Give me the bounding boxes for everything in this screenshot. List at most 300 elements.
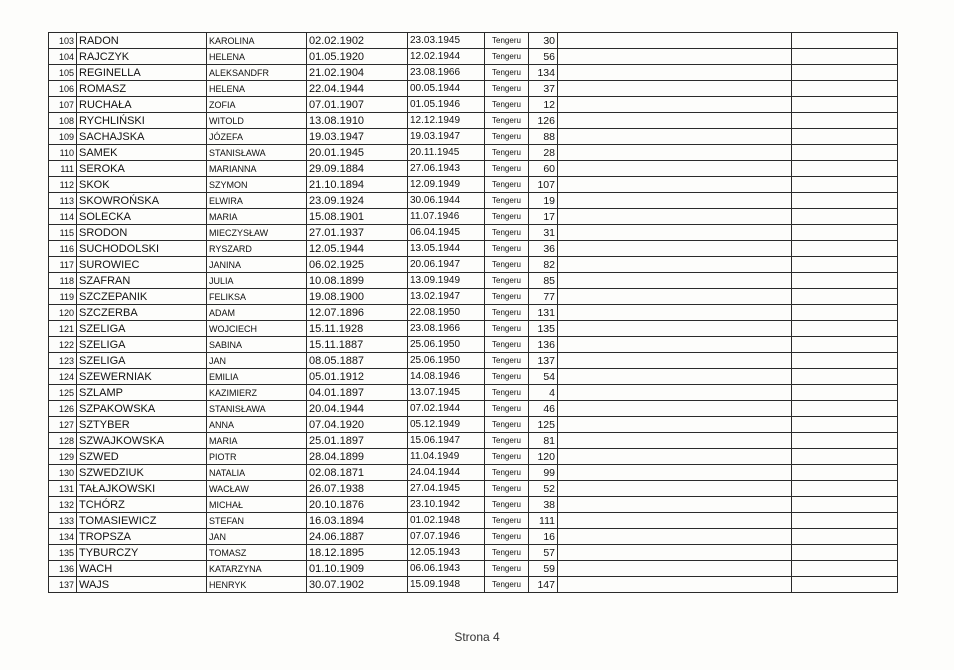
death-date-cell: 19.03.1947 (408, 129, 485, 145)
surname-cell: SZCZERBA (77, 305, 207, 321)
first-name-cell: MICHAŁ (207, 497, 307, 513)
table-row (49, 33, 898, 49)
table-row (49, 49, 898, 65)
table-row (49, 145, 898, 161)
place-cell: Tengeru (485, 577, 529, 593)
empty-cell (792, 33, 898, 49)
empty-cell (792, 289, 898, 305)
place-cell: Tengeru (485, 113, 529, 129)
place-cell: Tengeru (485, 401, 529, 417)
plot-number-cell: 56 (529, 49, 558, 65)
empty-cell (558, 289, 792, 305)
empty-cell (558, 97, 792, 113)
place-cell: Tengeru (485, 369, 529, 385)
birth-date-cell: 26.07.1938 (307, 481, 408, 497)
birth-date-cell: 28.04.1899 (307, 449, 408, 465)
row-number: 129 (49, 449, 77, 465)
table-row (49, 65, 898, 81)
birth-date-cell: 18.12.1895 (307, 545, 408, 561)
surname-cell: SZWEDZIUK (77, 465, 207, 481)
table-row (49, 129, 898, 145)
row-number: 121 (49, 321, 77, 337)
death-date-cell: 24.04.1944 (408, 465, 485, 481)
birth-date-cell: 19.03.1947 (307, 129, 408, 145)
place-cell: Tengeru (485, 161, 529, 177)
birth-date-cell: 21.10.1894 (307, 177, 408, 193)
row-number: 137 (49, 577, 77, 593)
surname-cell: ROMASZ (77, 81, 207, 97)
table-row (49, 529, 898, 545)
birth-date-cell: 12.07.1896 (307, 305, 408, 321)
empty-cell (558, 433, 792, 449)
place-cell: Tengeru (485, 561, 529, 577)
first-name-cell: SZYMON (207, 177, 307, 193)
place-cell: Tengeru (485, 449, 529, 465)
birth-date-cell: 06.02.1925 (307, 257, 408, 273)
surname-cell: SEROKA (77, 161, 207, 177)
place-cell: Tengeru (485, 193, 529, 209)
empty-cell (558, 465, 792, 481)
row-number: 120 (49, 305, 77, 321)
surname-cell: SUCHODOLSKI (77, 241, 207, 257)
first-name-cell: ELWIRA (207, 193, 307, 209)
row-number: 109 (49, 129, 77, 145)
death-date-cell: 25.06.1950 (408, 353, 485, 369)
plot-number-cell: 19 (529, 193, 558, 209)
birth-date-cell: 05.01.1912 (307, 369, 408, 385)
plot-number-cell: 54 (529, 369, 558, 385)
place-cell: Tengeru (485, 65, 529, 81)
first-name-cell: KAROLINA (207, 33, 307, 49)
birth-date-cell: 27.01.1937 (307, 225, 408, 241)
table-row (49, 257, 898, 273)
table-row (49, 273, 898, 289)
death-date-cell: 01.02.1948 (408, 513, 485, 529)
empty-cell (792, 161, 898, 177)
row-number: 123 (49, 353, 77, 369)
empty-cell (558, 417, 792, 433)
first-name-cell: EMILIA (207, 369, 307, 385)
birth-date-cell: 23.09.1924 (307, 193, 408, 209)
table-row (49, 353, 898, 369)
death-date-cell: 01.05.1946 (408, 97, 485, 113)
empty-cell (792, 65, 898, 81)
place-cell: Tengeru (485, 241, 529, 257)
first-name-cell: WOJCIECH (207, 321, 307, 337)
row-number: 136 (49, 561, 77, 577)
empty-cell (558, 401, 792, 417)
first-name-cell: FELIKSA (207, 289, 307, 305)
surname-cell: SZELIGA (77, 353, 207, 369)
first-name-cell: ZOFIA (207, 97, 307, 113)
first-name-cell: STANISŁAWA (207, 401, 307, 417)
death-date-cell: 23.10.1942 (408, 497, 485, 513)
surname-cell: TCHÓRZ (77, 497, 207, 513)
empty-cell (558, 385, 792, 401)
death-date-cell: 07.02.1944 (408, 401, 485, 417)
plot-number-cell: 16 (529, 529, 558, 545)
empty-cell (792, 545, 898, 561)
place-cell: Tengeru (485, 353, 529, 369)
table-row (49, 289, 898, 305)
table-row (49, 113, 898, 129)
birth-date-cell: 20.04.1944 (307, 401, 408, 417)
empty-cell (792, 305, 898, 321)
death-date-cell: 23.08.1966 (408, 321, 485, 337)
surname-cell: TOMASIEWICZ (77, 513, 207, 529)
empty-cell (558, 129, 792, 145)
surname-cell: RUCHAŁA (77, 97, 207, 113)
surname-cell: REGINELLA (77, 65, 207, 81)
death-date-cell: 15.09.1948 (408, 577, 485, 593)
plot-number-cell: 31 (529, 225, 558, 241)
plot-number-cell: 28 (529, 145, 558, 161)
empty-cell (792, 273, 898, 289)
empty-cell (792, 561, 898, 577)
plot-number-cell: 60 (529, 161, 558, 177)
place-cell: Tengeru (485, 497, 529, 513)
death-date-cell: 06.04.1945 (408, 225, 485, 241)
empty-cell (558, 369, 792, 385)
table-row (49, 385, 898, 401)
death-date-cell: 06.06.1943 (408, 561, 485, 577)
surname-cell: SKOWROŃSKA (77, 193, 207, 209)
surname-cell: SUROWIEC (77, 257, 207, 273)
surname-cell: RADON (77, 33, 207, 49)
plot-number-cell: 52 (529, 481, 558, 497)
plot-number-cell: 136 (529, 337, 558, 353)
death-date-cell: 00.05.1944 (408, 81, 485, 97)
death-date-cell: 13.07.1945 (408, 385, 485, 401)
place-cell: Tengeru (485, 433, 529, 449)
row-number: 135 (49, 545, 77, 561)
table-row (49, 225, 898, 241)
birth-date-cell: 01.05.1920 (307, 49, 408, 65)
death-date-cell: 20.11.1945 (408, 145, 485, 161)
row-number: 119 (49, 289, 77, 305)
place-cell: Tengeru (485, 81, 529, 97)
row-number: 114 (49, 209, 77, 225)
row-number: 103 (49, 33, 77, 49)
plot-number-cell: 82 (529, 257, 558, 273)
place-cell: Tengeru (485, 49, 529, 65)
first-name-cell: RYSZARD (207, 241, 307, 257)
first-name-cell: STEFAN (207, 513, 307, 529)
birth-date-cell: 20.10.1876 (307, 497, 408, 513)
table-row (49, 497, 898, 513)
plot-number-cell: 137 (529, 353, 558, 369)
death-date-cell: 22.08.1950 (408, 305, 485, 321)
surname-cell: WAJS (77, 577, 207, 593)
birth-date-cell: 21.02.1904 (307, 65, 408, 81)
surname-cell: SZEWERNIAK (77, 369, 207, 385)
birth-date-cell: 19.08.1900 (307, 289, 408, 305)
row-number: 110 (49, 145, 77, 161)
surname-cell: RYCHLIŃSKI (77, 113, 207, 129)
table-row (49, 193, 898, 209)
death-date-cell: 12.12.1949 (408, 113, 485, 129)
empty-cell (558, 561, 792, 577)
surname-cell: SZLAMP (77, 385, 207, 401)
birth-date-cell: 24.06.1887 (307, 529, 408, 545)
empty-cell (558, 545, 792, 561)
death-date-cell: 20.06.1947 (408, 257, 485, 273)
plot-number-cell: 134 (529, 65, 558, 81)
empty-cell (558, 529, 792, 545)
surname-cell: TAŁAJKOWSKI (77, 481, 207, 497)
page-footer: Strona 4 (454, 630, 500, 644)
birth-date-cell: 13.08.1910 (307, 113, 408, 129)
birth-date-cell: 08.05.1887 (307, 353, 408, 369)
birth-date-cell: 02.08.1871 (307, 465, 408, 481)
place-cell: Tengeru (485, 321, 529, 337)
row-number: 107 (49, 97, 77, 113)
plot-number-cell: 36 (529, 241, 558, 257)
empty-cell (558, 65, 792, 81)
empty-cell (558, 177, 792, 193)
table-row (49, 433, 898, 449)
table-row (49, 305, 898, 321)
surname-cell: SRODON (77, 225, 207, 241)
empty-cell (558, 81, 792, 97)
first-name-cell: ALEKSANDFR (207, 65, 307, 81)
birth-date-cell: 15.11.1928 (307, 321, 408, 337)
empty-cell (792, 417, 898, 433)
birth-date-cell: 15.08.1901 (307, 209, 408, 225)
death-date-cell: 13.09.1949 (408, 273, 485, 289)
empty-cell (792, 577, 898, 593)
place-cell: Tengeru (485, 465, 529, 481)
first-name-cell: JÓZEFA (207, 129, 307, 145)
empty-cell (792, 193, 898, 209)
empty-cell (558, 241, 792, 257)
surname-cell: SZTYBER (77, 417, 207, 433)
empty-cell (558, 513, 792, 529)
death-date-cell: 23.03.1945 (408, 33, 485, 49)
place-cell: Tengeru (485, 145, 529, 161)
row-number: 128 (49, 433, 77, 449)
first-name-cell: ADAM (207, 305, 307, 321)
empty-cell (558, 337, 792, 353)
death-date-cell: 12.02.1944 (408, 49, 485, 65)
surname-cell: SKOK (77, 177, 207, 193)
first-name-cell: KAZIMIERZ (207, 385, 307, 401)
empty-cell (558, 33, 792, 49)
table-row (49, 465, 898, 481)
birth-date-cell: 29.09.1884 (307, 161, 408, 177)
row-number: 131 (49, 481, 77, 497)
first-name-cell: HENRYK (207, 577, 307, 593)
empty-cell (558, 481, 792, 497)
row-number: 104 (49, 49, 77, 65)
place-cell: Tengeru (485, 33, 529, 49)
table-row (49, 241, 898, 257)
birth-date-cell: 12.05.1944 (307, 241, 408, 257)
birth-date-cell: 25.01.1897 (307, 433, 408, 449)
row-number: 116 (49, 241, 77, 257)
row-number: 112 (49, 177, 77, 193)
empty-cell (792, 81, 898, 97)
empty-cell (558, 321, 792, 337)
empty-cell (792, 321, 898, 337)
row-number: 118 (49, 273, 77, 289)
row-number: 113 (49, 193, 77, 209)
death-date-cell: 14.08.1946 (408, 369, 485, 385)
plot-number-cell: 37 (529, 81, 558, 97)
table-row (49, 481, 898, 497)
table-row (49, 577, 898, 593)
empty-cell (558, 49, 792, 65)
birth-date-cell: 01.10.1909 (307, 561, 408, 577)
empty-cell (558, 209, 792, 225)
empty-cell (558, 449, 792, 465)
birth-date-cell: 02.02.1902 (307, 33, 408, 49)
plot-number-cell: 107 (529, 177, 558, 193)
plot-number-cell: 88 (529, 129, 558, 145)
birth-date-cell: 22.04.1944 (307, 81, 408, 97)
empty-cell (792, 209, 898, 225)
first-name-cell: MARIA (207, 209, 307, 225)
surname-cell: SACHAJSKA (77, 129, 207, 145)
plot-number-cell: 135 (529, 321, 558, 337)
empty-cell (792, 145, 898, 161)
surname-cell: SAMEK (77, 145, 207, 161)
first-name-cell: STANISŁAWA (207, 145, 307, 161)
empty-cell (792, 113, 898, 129)
first-name-cell: JULIA (207, 273, 307, 289)
row-number: 111 (49, 161, 77, 177)
place-cell: Tengeru (485, 529, 529, 545)
surname-cell: SOLECKA (77, 209, 207, 225)
row-number: 132 (49, 497, 77, 513)
birth-date-cell: 20.01.1945 (307, 145, 408, 161)
birth-date-cell: 10.08.1899 (307, 273, 408, 289)
empty-cell (792, 449, 898, 465)
table-row (49, 97, 898, 113)
place-cell: Tengeru (485, 545, 529, 561)
birth-date-cell: 04.01.1897 (307, 385, 408, 401)
plot-number-cell: 77 (529, 289, 558, 305)
empty-cell (792, 433, 898, 449)
empty-cell (792, 481, 898, 497)
place-cell: Tengeru (485, 289, 529, 305)
plot-number-cell: 81 (529, 433, 558, 449)
row-number: 130 (49, 465, 77, 481)
plot-number-cell: 85 (529, 273, 558, 289)
place-cell: Tengeru (485, 305, 529, 321)
place-cell: Tengeru (485, 417, 529, 433)
first-name-cell: SABINA (207, 337, 307, 353)
place-cell: Tengeru (485, 513, 529, 529)
table-body (49, 33, 898, 593)
table-row (49, 337, 898, 353)
empty-cell (792, 497, 898, 513)
plot-number-cell: 147 (529, 577, 558, 593)
death-date-cell: 13.02.1947 (408, 289, 485, 305)
surname-cell: SZWAJKOWSKA (77, 433, 207, 449)
place-cell: Tengeru (485, 177, 529, 193)
empty-cell (558, 353, 792, 369)
table-row (49, 449, 898, 465)
death-date-cell: 30.06.1944 (408, 193, 485, 209)
first-name-cell: JAN (207, 353, 307, 369)
birth-date-cell: 07.04.1920 (307, 417, 408, 433)
death-date-cell: 23.08.1966 (408, 65, 485, 81)
plot-number-cell: 99 (529, 465, 558, 481)
plot-number-cell: 17 (529, 209, 558, 225)
surname-cell: SZWED (77, 449, 207, 465)
death-date-cell: 11.04.1949 (408, 449, 485, 465)
plot-number-cell: 30 (529, 33, 558, 49)
death-date-cell: 12.05.1943 (408, 545, 485, 561)
row-number: 125 (49, 385, 77, 401)
empty-cell (792, 465, 898, 481)
death-date-cell: 27.04.1945 (408, 481, 485, 497)
table-row (49, 81, 898, 97)
place-cell: Tengeru (485, 97, 529, 113)
row-number: 105 (49, 65, 77, 81)
row-number: 126 (49, 401, 77, 417)
plot-number-cell: 125 (529, 417, 558, 433)
first-name-cell: HELENA (207, 49, 307, 65)
empty-cell (792, 177, 898, 193)
birth-date-cell: 16.03.1894 (307, 513, 408, 529)
death-date-cell: 12.09.1949 (408, 177, 485, 193)
place-cell: Tengeru (485, 257, 529, 273)
empty-cell (558, 257, 792, 273)
row-number: 133 (49, 513, 77, 529)
death-date-cell: 15.06.1947 (408, 433, 485, 449)
place-cell: Tengeru (485, 273, 529, 289)
first-name-cell: MARIA (207, 433, 307, 449)
empty-cell (792, 49, 898, 65)
surname-cell: SZCZEPANIK (77, 289, 207, 305)
table-row (49, 177, 898, 193)
empty-cell (792, 353, 898, 369)
burial-register-table (48, 32, 898, 593)
place-cell: Tengeru (485, 225, 529, 241)
death-date-cell: 25.06.1950 (408, 337, 485, 353)
surname-cell: SZAFRAN (77, 273, 207, 289)
table-row (49, 161, 898, 177)
row-number: 108 (49, 113, 77, 129)
surname-cell: TYBURCZY (77, 545, 207, 561)
row-number: 106 (49, 81, 77, 97)
death-date-cell: 05.12.1949 (408, 417, 485, 433)
first-name-cell: PIOTR (207, 449, 307, 465)
empty-cell (792, 241, 898, 257)
table-row (49, 545, 898, 561)
empty-cell (792, 225, 898, 241)
table-row (49, 321, 898, 337)
row-number: 115 (49, 225, 77, 241)
empty-cell (558, 193, 792, 209)
surname-cell: WACH (77, 561, 207, 577)
table-row (49, 561, 898, 577)
first-name-cell: NATALIA (207, 465, 307, 481)
table-row (49, 369, 898, 385)
table-row (49, 209, 898, 225)
death-date-cell: 11.07.1946 (408, 209, 485, 225)
empty-cell (558, 225, 792, 241)
place-cell: Tengeru (485, 385, 529, 401)
empty-cell (558, 497, 792, 513)
first-name-cell: HELENA (207, 81, 307, 97)
empty-cell (792, 97, 898, 113)
empty-cell (558, 305, 792, 321)
table-row (49, 401, 898, 417)
empty-cell (792, 129, 898, 145)
